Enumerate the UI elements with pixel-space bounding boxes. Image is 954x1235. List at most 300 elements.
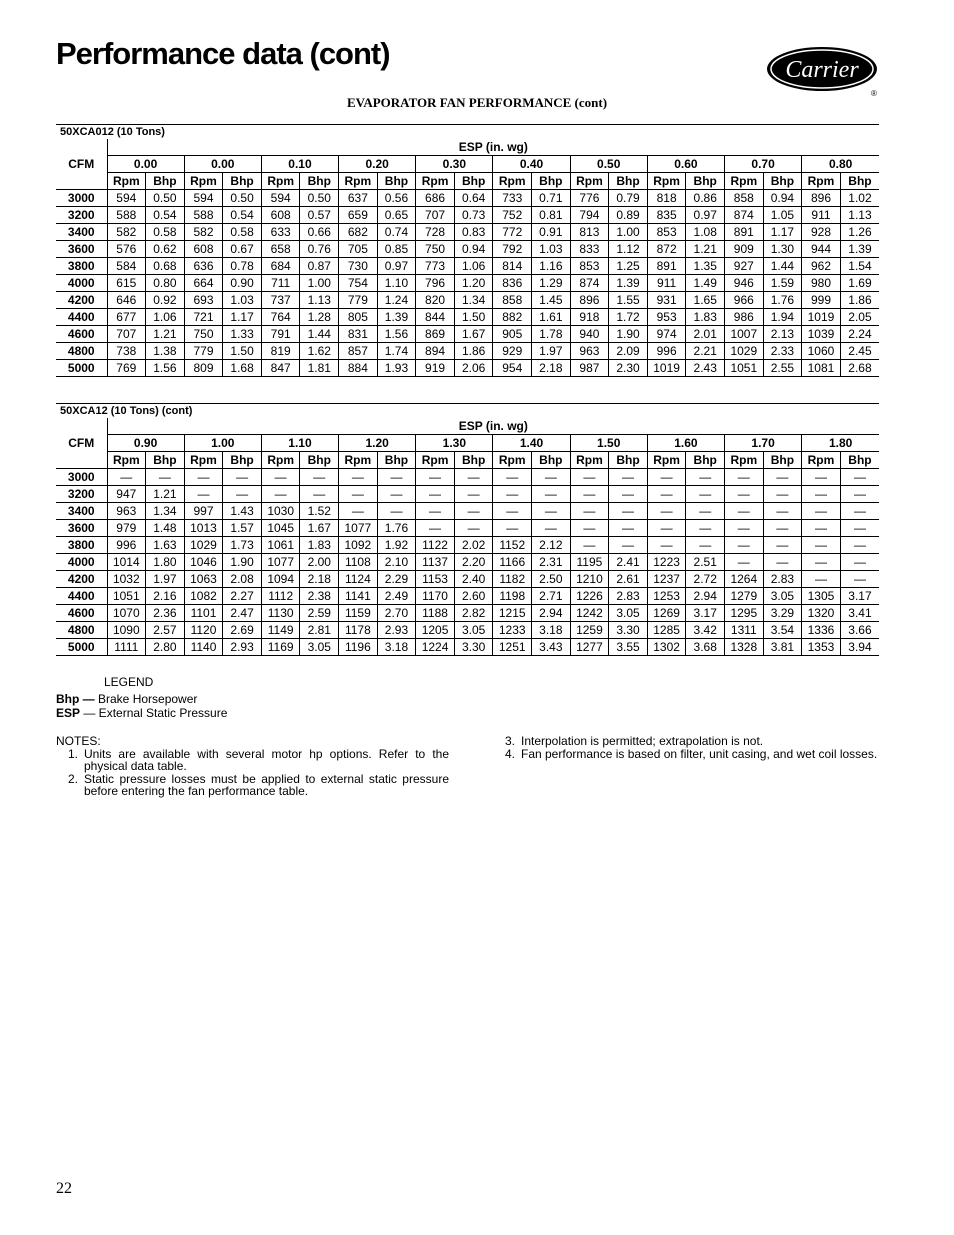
rpm-cell: 814 — [493, 258, 532, 275]
rpm-header: Rpm — [339, 173, 378, 190]
rpm-cell: 1166 — [493, 554, 532, 571]
rpm-cell: — — [184, 486, 223, 503]
bhp-cell: 1.30 — [763, 241, 802, 258]
rpm-cell: 779 — [339, 292, 378, 309]
bhp-cell: 2.55 — [763, 360, 802, 377]
bhp-cell: 2.18 — [300, 571, 339, 588]
rpm-cell: 1237 — [647, 571, 686, 588]
rpm-cell: 1137 — [416, 554, 455, 571]
rpm-cell: — — [184, 469, 223, 486]
rpm-cell: 986 — [725, 309, 764, 326]
bhp-cell: 3.81 — [763, 639, 802, 656]
rpm-header: Rpm — [802, 173, 841, 190]
bhp-cell: — — [840, 537, 879, 554]
bhp-cell: 3.17 — [840, 588, 879, 605]
rpm-cell: — — [647, 486, 686, 503]
rpm-cell: 1215 — [493, 605, 532, 622]
rpm-cell: 857 — [339, 343, 378, 360]
bhp-cell: 0.74 — [377, 224, 416, 241]
esp-value-header: 0.60 — [647, 156, 724, 173]
rpm-cell: 1253 — [647, 588, 686, 605]
rpm-header: Rpm — [261, 173, 300, 190]
performance-table — [56, 418, 879, 656]
esp-value-header: 0.90 — [107, 435, 184, 452]
table-row — [56, 241, 879, 258]
legend — [56, 675, 227, 720]
bhp-cell: 2.83 — [763, 571, 802, 588]
rpm-cell: 1046 — [184, 554, 223, 571]
table-row — [56, 588, 879, 605]
rpm-cell: 693 — [184, 292, 223, 309]
cfm-value: 5000 — [56, 639, 107, 656]
bhp-cell: 0.91 — [532, 224, 571, 241]
rpm-cell: 1092 — [339, 537, 378, 554]
bhp-cell: — — [686, 469, 725, 486]
rpm-cell: 874 — [570, 275, 609, 292]
cfm-value: 3800 — [56, 537, 107, 554]
bhp-cell: 1.86 — [840, 292, 879, 309]
bhp-cell: 2.93 — [223, 639, 262, 656]
bhp-cell: 1.63 — [146, 537, 185, 554]
bhp-cell: 3.43 — [532, 639, 571, 656]
cfm-value: 4400 — [56, 309, 107, 326]
bhp-cell: 0.92 — [146, 292, 185, 309]
bhp-cell: 0.78 — [223, 258, 262, 275]
rpm-cell: 896 — [802, 190, 841, 207]
rpm-cell: 891 — [725, 224, 764, 241]
rpm-cell: 664 — [184, 275, 223, 292]
rpm-cell: — — [725, 537, 764, 554]
fan-table-2 — [56, 403, 879, 656]
rpm-cell: 805 — [339, 309, 378, 326]
rpm-cell: 682 — [339, 224, 378, 241]
rpm-cell: 752 — [493, 207, 532, 224]
legend-item — [56, 706, 227, 720]
bhp-cell: 2.10 — [377, 554, 416, 571]
note-item — [493, 735, 879, 748]
bhp-cell: 1.26 — [840, 224, 879, 241]
rpm-cell: 1152 — [493, 537, 532, 554]
rpm-cell: 1077 — [339, 520, 378, 537]
rpm-cell: 835 — [647, 207, 686, 224]
rpm-cell: 853 — [647, 224, 686, 241]
rpm-cell: — — [416, 503, 455, 520]
rpm-cell: 1224 — [416, 639, 455, 656]
rpm-header: Rpm — [725, 173, 764, 190]
rpm-header: Rpm — [802, 452, 841, 469]
bhp-cell: 2.72 — [686, 571, 725, 588]
bhp-cell: — — [840, 486, 879, 503]
rpm-cell: 940 — [570, 326, 609, 343]
bhp-header: Bhp — [223, 173, 262, 190]
bhp-cell: 1.12 — [609, 241, 648, 258]
bhp-cell: 3.05 — [300, 639, 339, 656]
bhp-cell: 1.92 — [377, 537, 416, 554]
rpm-header: Rpm — [493, 452, 532, 469]
bhp-cell: — — [686, 520, 725, 537]
rpm-cell: 1223 — [647, 554, 686, 571]
rpm-cell: 1269 — [647, 605, 686, 622]
rpm-cell: 1039 — [802, 326, 841, 343]
rpm-cell: 1108 — [339, 554, 378, 571]
bhp-header: Bhp — [300, 173, 339, 190]
bhp-cell: 1.57 — [223, 520, 262, 537]
bhp-cell: 2.30 — [609, 360, 648, 377]
bhp-cell: 1.45 — [532, 292, 571, 309]
rpm-cell: 931 — [647, 292, 686, 309]
bhp-cell: 1.97 — [532, 343, 571, 360]
bhp-cell: 1.56 — [146, 360, 185, 377]
bhp-cell: 2.31 — [532, 554, 571, 571]
notes-right — [493, 735, 879, 760]
rpm-cell: — — [725, 503, 764, 520]
bhp-cell: 2.33 — [763, 343, 802, 360]
esp-value-header: 1.70 — [725, 435, 802, 452]
bhp-cell: 0.90 — [223, 275, 262, 292]
rpm-cell: — — [647, 520, 686, 537]
bhp-cell: 1.67 — [454, 326, 493, 343]
note-item — [493, 748, 879, 761]
bhp-cell: 0.66 — [300, 224, 339, 241]
rpm-cell: 615 — [107, 275, 146, 292]
rpm-cell: 962 — [802, 258, 841, 275]
rpm-cell: 1195 — [570, 554, 609, 571]
rpm-cell: 1130 — [261, 605, 300, 622]
bhp-cell: 0.85 — [377, 241, 416, 258]
cfm-value: 3000 — [56, 190, 107, 207]
rpm-cell: 1210 — [570, 571, 609, 588]
rpm-cell: 1153 — [416, 571, 455, 588]
esp-value-header: 1.40 — [493, 435, 570, 452]
bhp-cell: — — [609, 503, 648, 520]
rpm-header: Rpm — [107, 173, 146, 190]
cfm-value: 4400 — [56, 588, 107, 605]
cfm-header: CFM — [56, 418, 107, 469]
note-text: Interpolation is permitted; extrapolation is not. — [521, 734, 764, 748]
legend-text: Brake Horsepower — [94, 692, 198, 706]
cfm-value: 4800 — [56, 622, 107, 639]
logo-text: Carrier — [785, 57, 859, 83]
bhp-cell: 2.71 — [532, 588, 571, 605]
bhp-cell: 1.33 — [223, 326, 262, 343]
table-row — [56, 360, 879, 377]
bhp-cell: 2.01 — [686, 326, 725, 343]
bhp-cell: 3.54 — [763, 622, 802, 639]
bhp-cell: 0.57 — [300, 207, 339, 224]
bhp-cell: — — [763, 469, 802, 486]
bhp-cell: — — [223, 486, 262, 503]
bhp-cell: — — [763, 554, 802, 571]
legend-abbr: ESP — [56, 706, 81, 720]
bhp-cell: 1.13 — [840, 207, 879, 224]
bhp-cell: 1.69 — [840, 275, 879, 292]
bhp-cell: 2.49 — [377, 588, 416, 605]
bhp-header: Bhp — [532, 452, 571, 469]
bhp-header: Bhp — [686, 452, 725, 469]
rpm-cell: — — [570, 503, 609, 520]
esp-value-header: 0.00 — [107, 156, 184, 173]
rpm-cell: 633 — [261, 224, 300, 241]
bhp-cell: 3.05 — [609, 605, 648, 622]
rpm-cell: 754 — [339, 275, 378, 292]
bhp-cell: — — [763, 537, 802, 554]
bhp-cell: 1.00 — [609, 224, 648, 241]
bhp-cell: 3.41 — [840, 605, 879, 622]
rpm-cell: — — [725, 554, 764, 571]
bhp-cell: 2.81 — [300, 622, 339, 639]
rpm-cell: 1264 — [725, 571, 764, 588]
bhp-cell: 1.74 — [377, 343, 416, 360]
bhp-cell: 2.51 — [686, 554, 725, 571]
bhp-cell: 3.05 — [763, 588, 802, 605]
bhp-cell: 1.93 — [377, 360, 416, 377]
rpm-cell: 769 — [107, 360, 146, 377]
rpm-cell: — — [725, 469, 764, 486]
cfm-value: 5000 — [56, 360, 107, 377]
bhp-cell: — — [454, 469, 493, 486]
note-number: 2. — [67, 771, 78, 786]
bhp-cell: — — [454, 520, 493, 537]
rpm-cell: 869 — [416, 326, 455, 343]
rpm-cell: — — [802, 554, 841, 571]
rpm-cell: 1019 — [647, 360, 686, 377]
cfm-value: 3200 — [56, 207, 107, 224]
bhp-cell: 2.60 — [454, 588, 493, 605]
registered-mark: ® — [871, 89, 877, 98]
bhp-cell: 1.21 — [146, 326, 185, 343]
bhp-header: Bhp — [609, 173, 648, 190]
rpm-cell: 872 — [647, 241, 686, 258]
rpm-cell: 874 — [725, 207, 764, 224]
bhp-cell: 0.56 — [377, 190, 416, 207]
bhp-cell: 1.44 — [763, 258, 802, 275]
rpm-header: Rpm — [261, 452, 300, 469]
rpm-cell: 1285 — [647, 622, 686, 639]
table-row — [56, 622, 879, 639]
bhp-cell: 2.47 — [223, 605, 262, 622]
bhp-cell: 2.43 — [686, 360, 725, 377]
bhp-cell: 2.38 — [300, 588, 339, 605]
rpm-cell: 944 — [802, 241, 841, 258]
rpm-cell: 1019 — [802, 309, 841, 326]
rpm-cell: 853 — [570, 258, 609, 275]
bhp-cell: 1.83 — [300, 537, 339, 554]
cfm-value: 3800 — [56, 258, 107, 275]
rpm-cell: — — [647, 537, 686, 554]
bhp-header: Bhp — [686, 173, 725, 190]
bhp-cell: 1.73 — [223, 537, 262, 554]
rpm-cell: 928 — [802, 224, 841, 241]
table-row — [56, 309, 879, 326]
bhp-cell: — — [532, 520, 571, 537]
rpm-cell: 796 — [416, 275, 455, 292]
rpm-cell: 1169 — [261, 639, 300, 656]
bhp-cell: 3.18 — [532, 622, 571, 639]
bhp-cell: — — [840, 520, 879, 537]
rpm-cell: 987 — [570, 360, 609, 377]
bhp-cell: — — [377, 486, 416, 503]
table-row — [56, 207, 879, 224]
rpm-cell: 646 — [107, 292, 146, 309]
bhp-cell: 1.17 — [763, 224, 802, 241]
bhp-header: Bhp — [454, 173, 493, 190]
rpm-cell: 974 — [647, 326, 686, 343]
bhp-cell: 2.69 — [223, 622, 262, 639]
bhp-cell: 1.08 — [686, 224, 725, 241]
rpm-cell: 1259 — [570, 622, 609, 639]
bhp-header: Bhp — [223, 452, 262, 469]
bhp-cell: — — [300, 486, 339, 503]
esp-value-header: 1.50 — [570, 435, 647, 452]
rpm-cell: 1233 — [493, 622, 532, 639]
bhp-cell: — — [763, 520, 802, 537]
esp-value-header: 1.30 — [416, 435, 493, 452]
bhp-cell: 1.02 — [840, 190, 879, 207]
esp-value-header: 1.80 — [802, 435, 879, 452]
bhp-cell: — — [609, 469, 648, 486]
bhp-cell: 2.50 — [532, 571, 571, 588]
rpm-cell: — — [725, 520, 764, 537]
rpm-cell: 776 — [570, 190, 609, 207]
esp-value-header: 0.70 — [725, 156, 802, 173]
rpm-cell: 588 — [184, 207, 223, 224]
rpm-cell: 711 — [261, 275, 300, 292]
bhp-cell: 1.65 — [686, 292, 725, 309]
rpm-cell: 594 — [184, 190, 223, 207]
bhp-cell: 0.81 — [532, 207, 571, 224]
legend-abbr: Bhp — — [56, 692, 95, 706]
bhp-cell: 2.12 — [532, 537, 571, 554]
bhp-cell: 1.20 — [454, 275, 493, 292]
bhp-cell: 1.21 — [146, 486, 185, 503]
table-row — [56, 326, 879, 343]
rpm-cell: 1159 — [339, 605, 378, 622]
esp-value-header: 0.30 — [416, 156, 493, 173]
bhp-header: Bhp — [763, 173, 802, 190]
rpm-cell: — — [416, 486, 455, 503]
bhp-cell: 0.54 — [146, 207, 185, 224]
bhp-cell: 0.68 — [146, 258, 185, 275]
table-row — [56, 639, 879, 656]
bhp-cell: — — [840, 503, 879, 520]
bhp-cell: 1.67 — [300, 520, 339, 537]
rpm-cell: 764 — [261, 309, 300, 326]
bhp-cell: 1.03 — [532, 241, 571, 258]
rpm-cell: 1198 — [493, 588, 532, 605]
bhp-cell: 0.94 — [454, 241, 493, 258]
bhp-cell: 0.65 — [377, 207, 416, 224]
table-row — [56, 343, 879, 360]
table-title: 50XCA012 (10 Tons) — [56, 124, 879, 139]
rpm-cell: 794 — [570, 207, 609, 224]
rpm-cell: 1081 — [802, 360, 841, 377]
esp-header: ESP (in. wg) — [107, 418, 879, 435]
rpm-cell: 1182 — [493, 571, 532, 588]
bhp-cell: 1.43 — [223, 503, 262, 520]
rpm-cell: 1014 — [107, 554, 146, 571]
bhp-cell: 2.16 — [146, 588, 185, 605]
cfm-value: 4000 — [56, 554, 107, 571]
bhp-cell: 1.39 — [377, 309, 416, 326]
bhp-cell: 1.90 — [223, 554, 262, 571]
bhp-cell: 1.10 — [377, 275, 416, 292]
table-title: 50XCA12 (10 Tons) (cont) — [56, 403, 879, 418]
bhp-cell: 2.13 — [763, 326, 802, 343]
rpm-cell: 733 — [493, 190, 532, 207]
bhp-cell: 3.94 — [840, 639, 879, 656]
rpm-cell: 1032 — [107, 571, 146, 588]
esp-value-header: 0.50 — [570, 156, 647, 173]
rpm-cell: 1277 — [570, 639, 609, 656]
bhp-cell: 0.86 — [686, 190, 725, 207]
bhp-cell: 1.83 — [686, 309, 725, 326]
rpm-header: Rpm — [339, 452, 378, 469]
table-row — [56, 571, 879, 588]
rpm-cell: 1094 — [261, 571, 300, 588]
bhp-header: Bhp — [609, 452, 648, 469]
bhp-cell: 2.20 — [454, 554, 493, 571]
bhp-cell: 2.24 — [840, 326, 879, 343]
rpm-cell: 773 — [416, 258, 455, 275]
rpm-cell: — — [725, 486, 764, 503]
bhp-cell: 3.05 — [454, 622, 493, 639]
rpm-cell: — — [493, 469, 532, 486]
rpm-cell: 813 — [570, 224, 609, 241]
bhp-cell: 2.27 — [223, 588, 262, 605]
rpm-cell: 819 — [261, 343, 300, 360]
bhp-cell: 2.83 — [609, 588, 648, 605]
bhp-cell: 0.80 — [146, 275, 185, 292]
rpm-header: Rpm — [647, 452, 686, 469]
bhp-cell: 0.87 — [300, 258, 339, 275]
table-row — [56, 190, 879, 207]
legend-item — [56, 692, 227, 706]
rpm-cell: 1328 — [725, 639, 764, 656]
bhp-header: Bhp — [840, 173, 879, 190]
bhp-cell: 1.06 — [454, 258, 493, 275]
rpm-cell: 728 — [416, 224, 455, 241]
note-number: 3. — [504, 734, 515, 748]
rpm-cell: 738 — [107, 343, 146, 360]
rpm-cell: 1178 — [339, 622, 378, 639]
rpm-cell: — — [493, 503, 532, 520]
bhp-cell: 1.39 — [840, 241, 879, 258]
table-row — [56, 224, 879, 241]
rpm-cell: — — [802, 571, 841, 588]
rpm-cell: 947 — [107, 486, 146, 503]
bhp-cell: 2.82 — [454, 605, 493, 622]
rpm-cell: 919 — [416, 360, 455, 377]
bhp-cell: 0.50 — [146, 190, 185, 207]
esp-value-header: 1.20 — [339, 435, 416, 452]
rpm-cell: 833 — [570, 241, 609, 258]
rpm-cell: 582 — [184, 224, 223, 241]
rpm-cell: 584 — [107, 258, 146, 275]
bhp-cell: 3.68 — [686, 639, 725, 656]
bhp-cell: 1.05 — [763, 207, 802, 224]
bhp-cell: 3.66 — [840, 622, 879, 639]
note-text: Units are available with several motor hp options. Refer to the physical data table. — [84, 746, 449, 773]
bhp-cell: 1.81 — [300, 360, 339, 377]
bhp-cell: 2.70 — [377, 605, 416, 622]
note-text: Fan performance is based on filter, unit casing, and wet coil losses. — [521, 746, 878, 761]
rpm-cell: 1305 — [802, 588, 841, 605]
rpm-cell: 1170 — [416, 588, 455, 605]
rpm-cell: 844 — [416, 309, 455, 326]
bhp-cell: 1.90 — [609, 326, 648, 343]
rpm-cell: — — [339, 503, 378, 520]
carrier-logo — [766, 44, 884, 98]
